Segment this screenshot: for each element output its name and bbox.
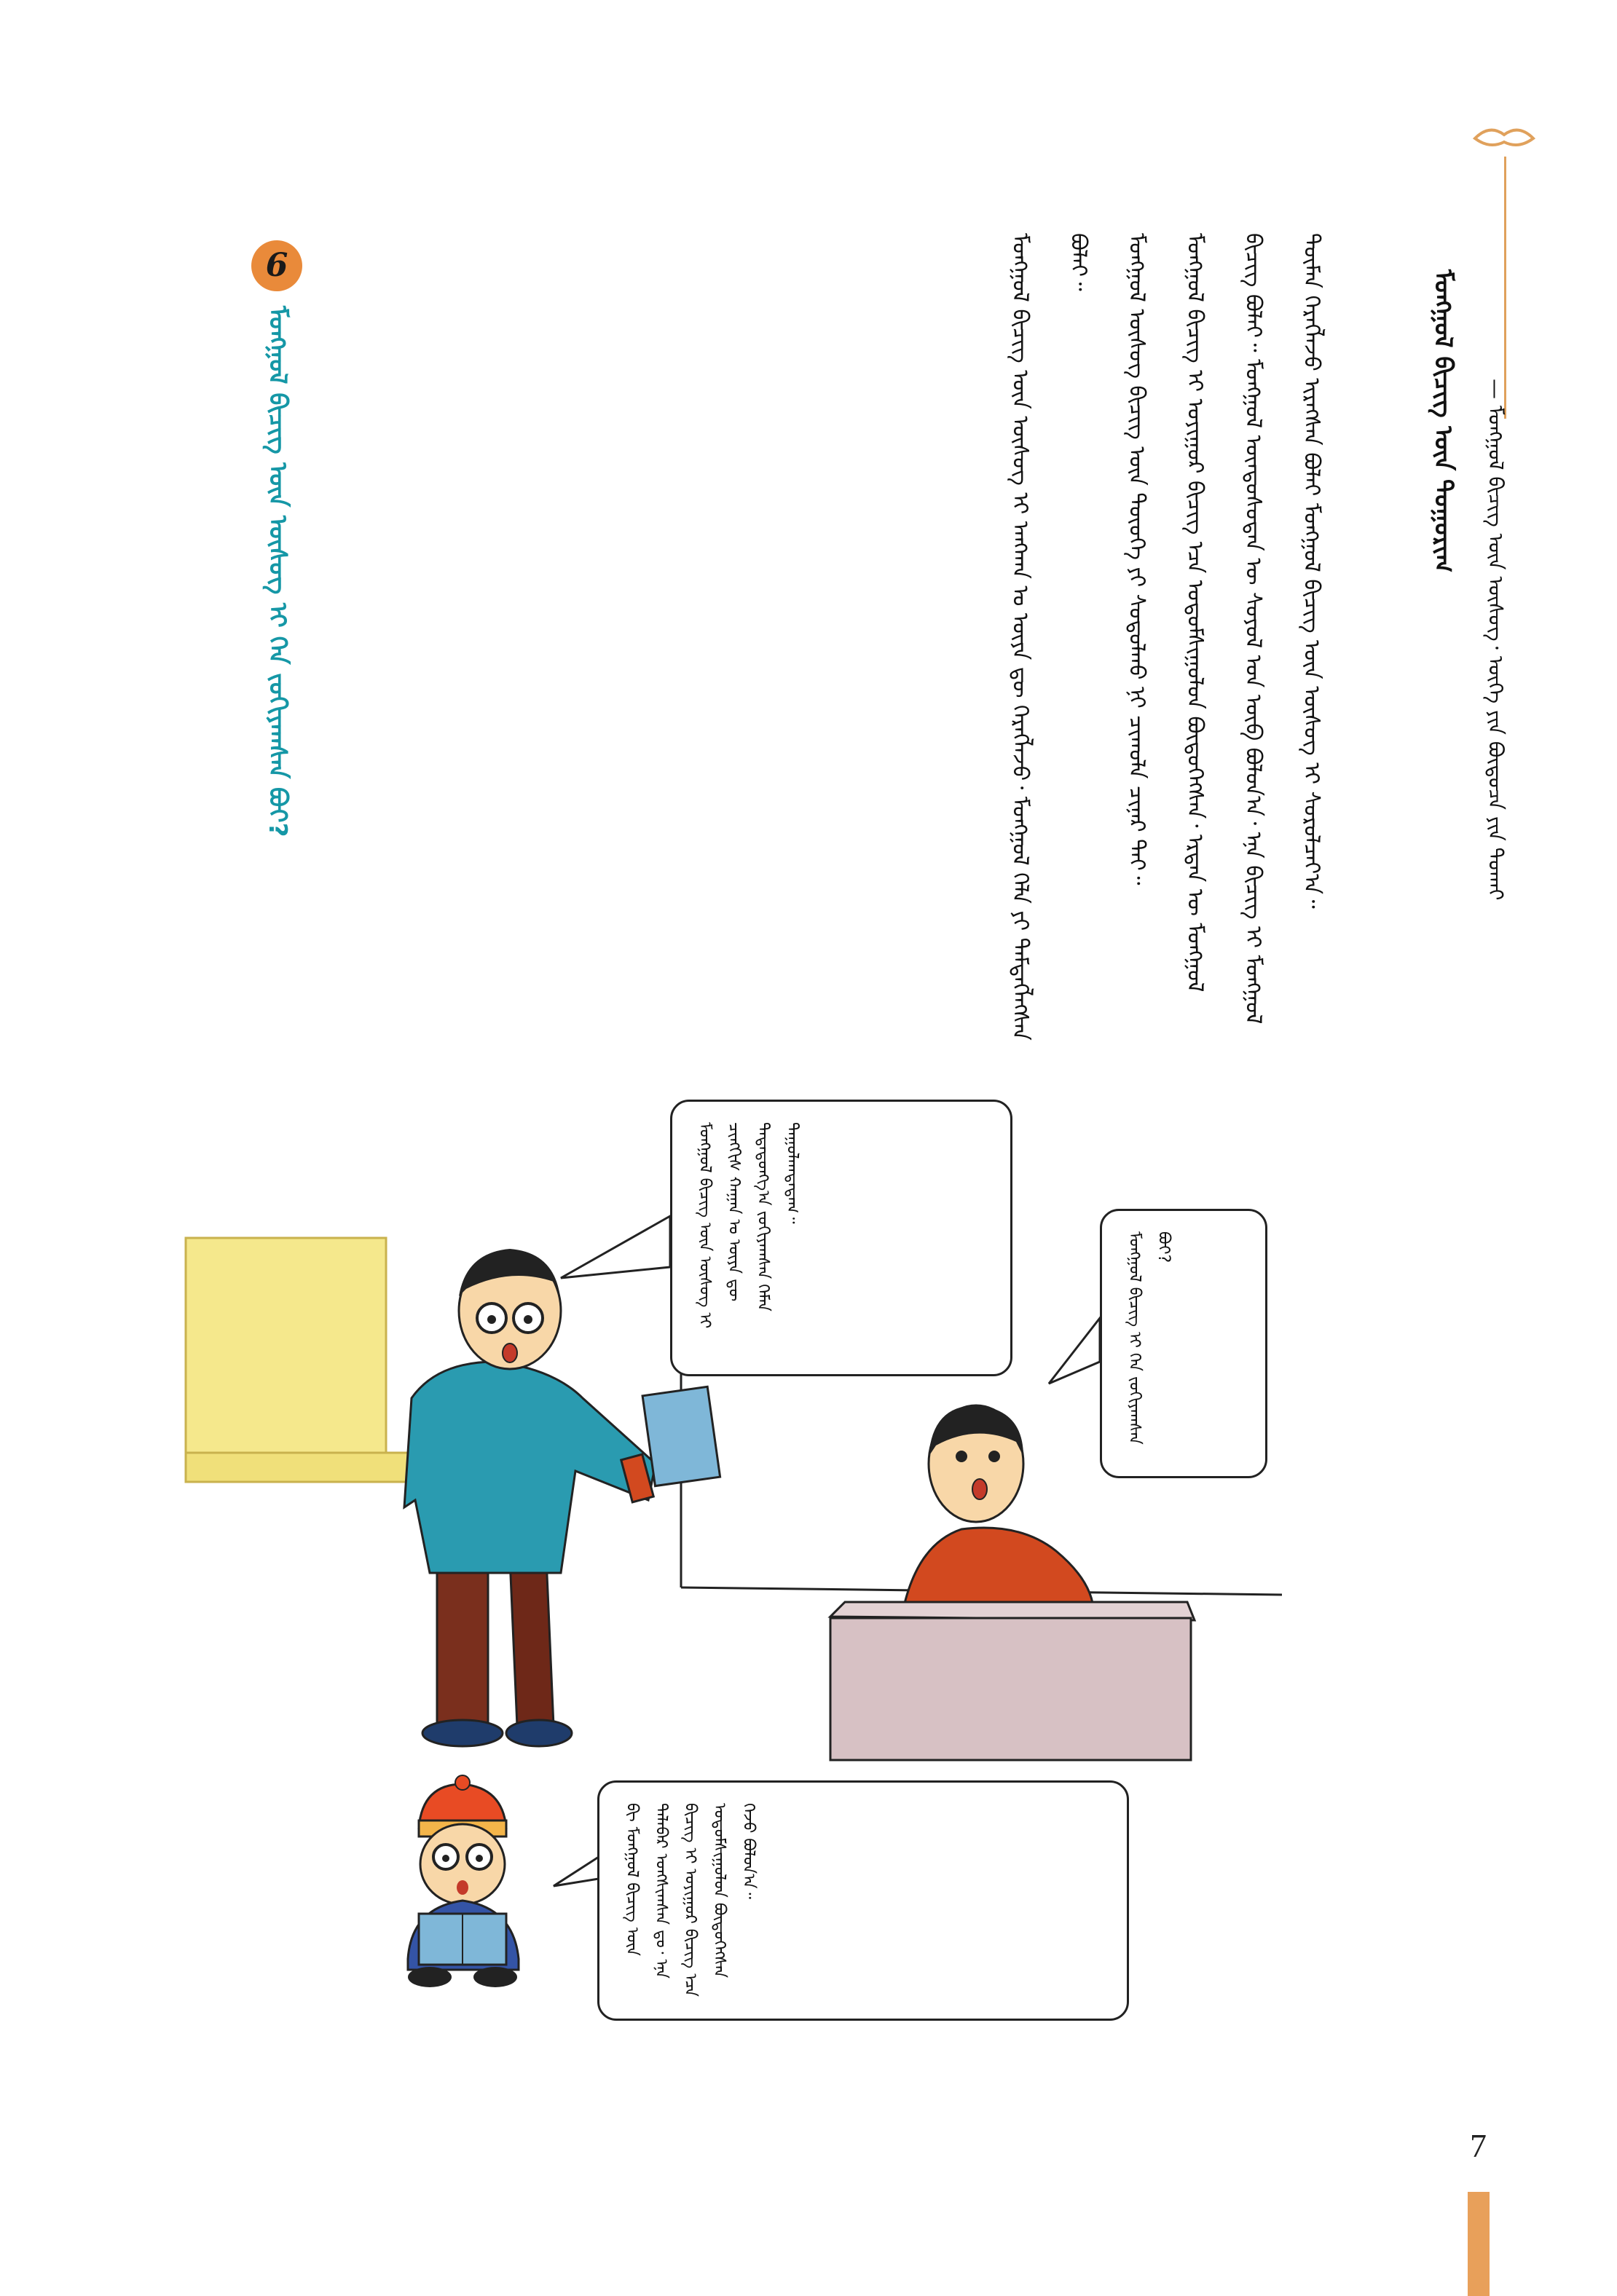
page-number: 7 xyxy=(1470,2127,1487,2164)
header-title: ᠮᠣᠩᠭᠣᠯ ᠪᠢᠴᠢᠭ᠌ ᠦᠨ ᠳᠤᠭᠤᠷᠢᠭ xyxy=(1428,269,1457,573)
section-heading: ᠮᠣᠩᠭᠣᠯ ᠪᠢᠴᠢᠭ ᠦᠨ ᠦᠰᠦᠭ ᠢ ᠬᠡᠨ ᠵᠣᠬᠢᠶᠠᠭᠰᠠᠨ ᠪᠤᠢ? xyxy=(263,306,292,837)
page-tab xyxy=(1468,2192,1490,2296)
boy-speech-text: ᠪᠢ ᠮᠣᠩᠭᠣᠯ ᠪᠢᠴᠢᠭ ᠦᠨ ᠲᠠᠯᠠᠪᠠᠷ ᠤᠩᠰᠢᠭᠰᠠᠨ ᠳᠤ᠂ ᠡᠨᠡ ᠪᠢᠴᠢᠭ ᠢ ᠤᠶᠢᠭᠤᠷ ᠪᠢᠴᠢᠭ ᠡᠴᠡ ᠤᠳᠤᠮᠰᠢᠭᠤᠯᠤᠨ ᠪᠦᠲᠦᠭᠡᠭᠰᠡᠨ ᠭᠡᠵᠦ ᠪᠣᠯᠤᠨ᠎ᠠ᠃ xyxy=(623,1803,758,1997)
header-subtitle: — ᠮᠣᠩᠭᠣᠯ ᠪᠢᠴᠢᠭ᠌ ᠦᠨ ᠦᠰᠦᠭ᠂ ᠦᠭᠡ ᠶᠢᠨ ᠪᠦᠲᠦᠴᠡ ᠶᠢᠨ ᠲᠤᠬᠠᠢ xyxy=(1484,379,1508,901)
teacher-bubble-tail xyxy=(561,1216,670,1278)
student-bubble-tail xyxy=(1049,1318,1100,1384)
teacher-speech-bubble xyxy=(670,1100,1012,1376)
board-image xyxy=(186,1238,412,1482)
boy-figure xyxy=(408,1775,519,1987)
teacher-speech-text: ᠮᠣᠩᠭᠣᠯ ᠪᠢᠴᠢᠭ ᠦᠨ ᠦᠰᠦᠭ ᠢ ᠴᠢᠩᠭᠢᠰ ᠬᠠᠭᠠᠨ ᠤ ᠦᠶᠡ ᠳᠦ ᠲᠠᠲᠠᠲᠤᠩᠭ᠎ᠠ ᠵᠣᠬᠢᠶᠠᠭᠰᠠᠨ ᠬᠡᠮᠡᠨ ᠳᠠᠭᠤᠯᠠᠭᠳᠠᠳᠠᠭ᠃ xyxy=(696,1122,801,1329)
student-speech-text: ᠮᠣᠩᠭᠣᠯ ᠪᠢᠴᠢᠭ ᠢ ᠬᠡᠨ ᠵᠣᠬᠢᠶᠠᠭᠰᠠᠨ ᠪᠤᠢ? xyxy=(1125,1231,1173,1445)
body-paragraph: ᠮᠣᠩᠭᠣᠯ ᠪᠢᠴᠢᠭ ᠢ ᠤᠶᠢᠭᠤᠷ ᠪᠢᠴᠢᠭ ᠡᠴᠡ ᠤᠳᠤᠮᠰᠢᠭᠤᠯᠤᠨ ᠪᠦᠲᠦᠭᠡᠭᠰᠡᠨ᠂ ᠡᠷᠲᠡᠨ ᠦ ᠮᠣᠩᠭᠣᠯ ᠪᠢᠴᠢᠭ ᠪᠣᠯᠠᠢ᠃ ᠮᠣᠩᠭᠣᠯ ᠦᠨᠳᠦᠰᠦᠲᠡᠨ ᠦ ᠰᠤᠶᠤᠯ ᠤᠨ ᠥᠪ ᠪᠣᠯᠤᠨ᠎ᠠ᠂ ᠡᠨᠡ ᠪᠢᠴᠢᠭ ᠢ ᠮᠣᠩᠭᠣᠯ ᠲᠦᠮᠡᠨ ᠬᠡᠷᠡᠭᠯᠡᠵᠦ ᠢᠷᠡᠭᠰᠡᠨ ᠪᠣᠯᠠᠢ ᠮᠣᠩᠭᠣᠯ ᠪᠢᠴᠢᠭ ᠦᠨ ᠦᠰᠦᠭ ᠢ ᠰᠤᠷᠤᠯᠴᠠᠶ᠎ᠠ᠃ xyxy=(1182,233,1324,1025)
body-paragraph: ᠮᠣᠩᠭᠣᠯ ᠦᠰᠦᠭ ᠪᠢᠴᠢᠭ ᠦᠨ ᠲᠦᠦᠬᠡ ᠶᠢ ᠰᠤᠳᠤᠯᠬᠤ ᠨᠢ ᠴᠢᠬᠤᠯᠠ ᠴᠢᠨᠠᠷ ᠲᠠᠢ᠃ xyxy=(1124,233,1149,885)
desk-image xyxy=(830,1602,1195,1760)
boy-speech-bubble xyxy=(597,1780,1129,2021)
student-figure xyxy=(903,1405,1093,1624)
student-speech-bubble xyxy=(1100,1209,1267,1478)
boy-bubble-tail xyxy=(554,1857,599,1886)
ornament-icon xyxy=(1475,130,1533,145)
section-number-badge: 6 xyxy=(251,240,302,291)
body-text xyxy=(991,233,1340,1049)
body-paragraph: ᠮᠣᠩᠭᠣᠯ ᠪᠢᠴᠢᠭ᠌ ᠦᠨ ᠦᠰᠦᠭ ᠢ ᠠᠩᠬᠠᠨ ᠤ ᠦᠶᠡ ᠳᠦ ᠬᠡᠷᠡᠭᠯᠡᠵᠦ᠂ ᠮᠣᠩᠭᠣᠯ ᠬᠡᠯᠡ ᠶᠢ ᠲᠡᠮᠳᠡᠭᠯᠡᠭᠰᠡᠨ ᠪᠣᠯᠠᠢ᠃ xyxy=(1007,233,1091,1041)
